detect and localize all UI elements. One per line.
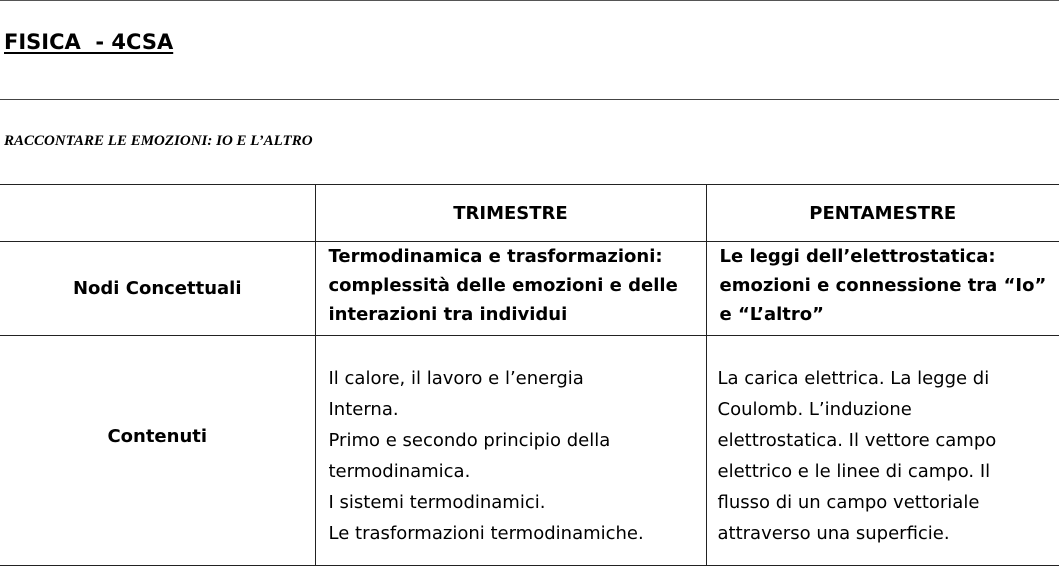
- header-cell-pentamestre: PENTAMESTRE: [706, 185, 1059, 242]
- top-rule: [0, 0, 1059, 1]
- section-title: RACCONTARE LE EMOZIONI: IO E L’ALTRO: [4, 133, 313, 149]
- cell-nodi-trimestre: Termodinamica e trasformazioni: complessità delle emozioni e delle interazioni tra individui: [315, 242, 706, 336]
- document-title: FISICA - 4CSA: [4, 30, 174, 54]
- cell-contenuti-pentamestre: La carica elettrica. La legge di Coulomb. L’induzione elettrostatica. Il vettore campo elettrico e le linee di campo. Il flusso di un campo vettoriale attraverso una superficie.: [706, 336, 1059, 566]
- syllabus-table: [0, 184, 1059, 566]
- header-cell-empty: [0, 185, 315, 242]
- cell-contenuti-trimestre: Il calore, il lavoro e l’energia Interna. Primo e secondo principio della termodinamica. I sistemi termodinamici. Le trasformazioni termodinamiche.: [315, 336, 706, 566]
- header-cell-trimestre: TRIMESTRE: [315, 185, 706, 242]
- section-divider: [0, 99, 1059, 100]
- cell-nodi-pentamestre: Le leggi dell’elettrostatica: emozioni e connessione tra “Io” e “L’altro”: [706, 242, 1059, 336]
- table-row-nodi: [0, 242, 1059, 336]
- table-header-row: [0, 185, 1059, 242]
- row-label-nodi: Nodi Concettuali: [0, 242, 315, 336]
- row-label-contenuti: Contenuti: [0, 336, 315, 566]
- table-row-contenuti: [0, 336, 1059, 566]
